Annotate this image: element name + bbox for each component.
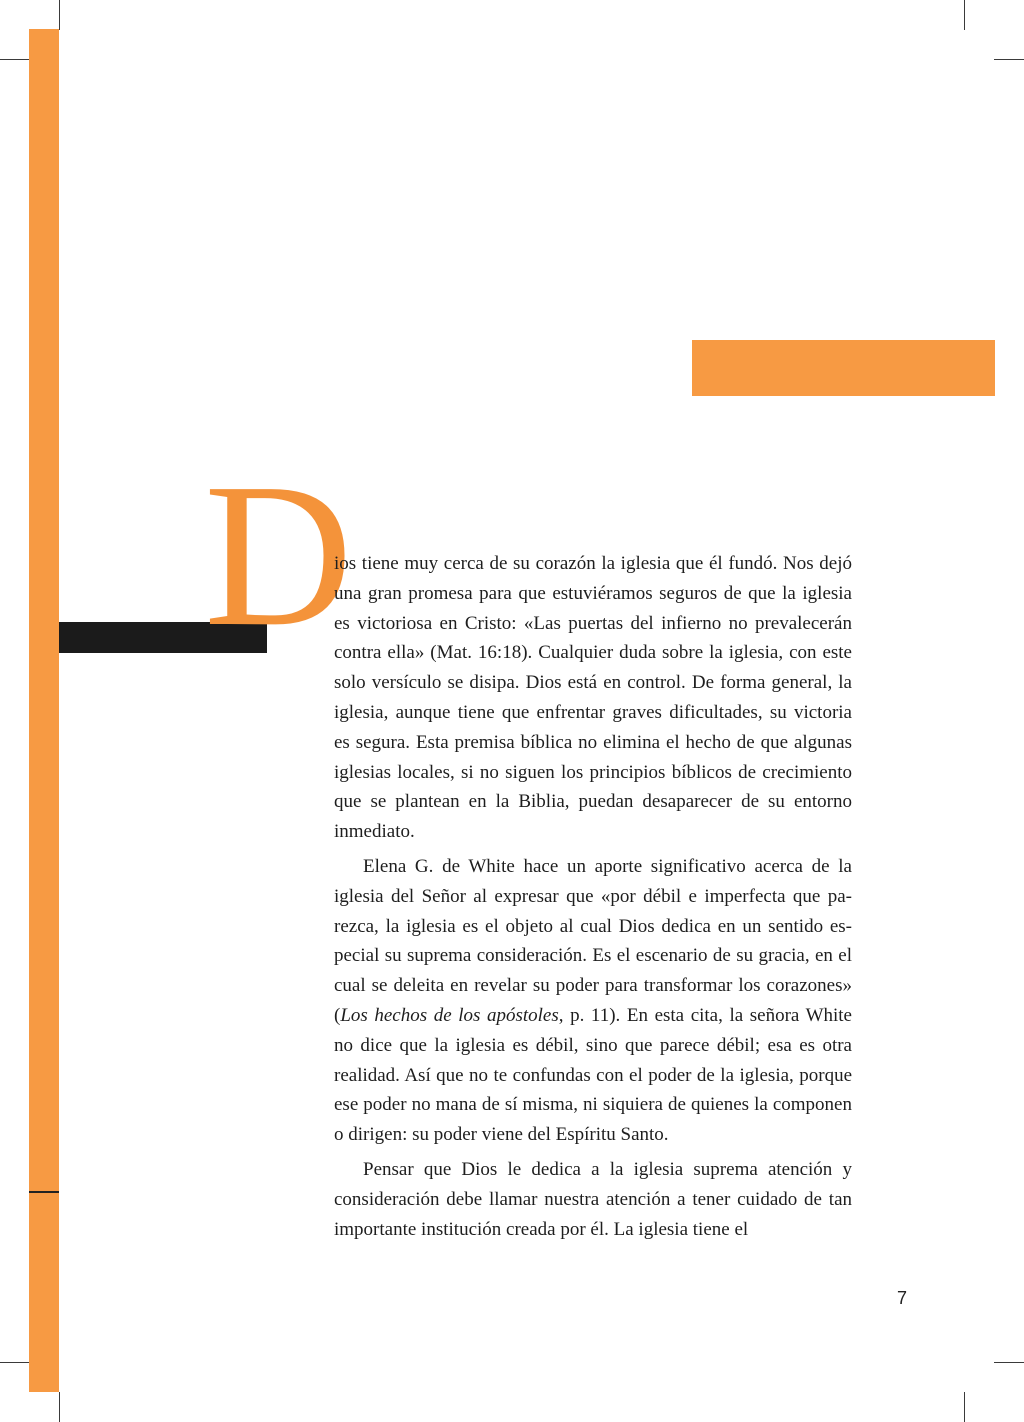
paragraph xyxy=(334,852,852,1150)
book-title-italic: Los hechos de los apóstoles xyxy=(340,1004,559,1026)
crop-mark-bottom-right-horizontal xyxy=(994,1362,1024,1363)
crop-mark-bottom-left-vertical xyxy=(59,1392,60,1422)
crop-mark-top-left-horizontal xyxy=(0,59,30,60)
header-orange-block xyxy=(692,340,995,396)
page-number: 7 xyxy=(897,1288,908,1308)
paragraph xyxy=(334,1155,852,1244)
left-bar-tick-mark xyxy=(29,1191,59,1193)
left-orange-bar xyxy=(29,29,59,1392)
paragraph-text: Pensar que Dios le dedica a la iglesia suprema atención y consideración debe llamar nuestra atención a tener cuidado de tan importante institución creada por él. La iglesia tiene el xyxy=(334,1158,852,1240)
crop-mark-bottom-right-vertical xyxy=(964,1392,965,1422)
crop-mark-top-right-vertical xyxy=(964,0,965,30)
crop-mark-bottom-left-horizontal xyxy=(0,1362,30,1363)
paragraph-text: Elena G. de White hace un aporte significativo acerca de la iglesia del Señor al expresar que «por débil e imperfecta que parezca, la iglesia es el objeto al cual Dios dedica en un sentido especial su suprema consideración. Es el escenario de su gracia, en el cual se deleita en revelar su poder para transformar los corazones» ( xyxy=(334,855,852,1026)
paragraph xyxy=(334,549,852,847)
crop-mark-top-left-vertical xyxy=(59,0,60,30)
paragraph-text: , p. 11). En esta cita, la señora White no dice que la iglesia es débil, sino que parece débil; esa es otra realidad. Así que no te confundas con el poder de la iglesia, porque ese poder no mana de sí misma, ni siquiera de quienes la componen o dirigen: su poder viene del Espíritu Santo. xyxy=(334,1004,852,1146)
crop-mark-top-right-horizontal xyxy=(994,59,1024,60)
paragraph-text: ios tiene muy cerca de su corazón la iglesia que él fundó. Nos dejó una gran promesa para que estuviéramos seguros de que la iglesia es victoriosa en Cristo: «Las puertas del infierno no prevalecerán contra ella» (Mat. 16:18). Cualquier duda sobre la iglesia, con este solo versículo se disipa. Dios está en control. De forma general, la iglesia, aunque tiene que enfrentar graves dificultades, su victoria es segura. Esta premisa bíblica no elimina el hecho de que algunas iglesias locales, si no siguen los principios bíblicos de crecimiento que se plantean en la Biblia, puedan desaparecer de su entorno inmediato. xyxy=(334,553,852,843)
drop-cap: D xyxy=(204,440,353,669)
body-text xyxy=(334,549,852,1249)
